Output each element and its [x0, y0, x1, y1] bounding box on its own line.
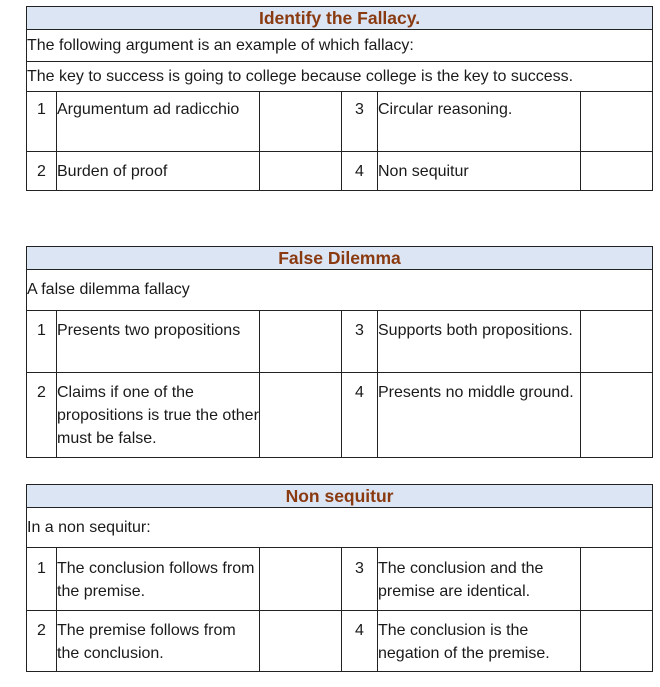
option-number: 4	[342, 152, 378, 191]
answer-cell[interactable]	[581, 92, 653, 152]
question-title: Identify the Fallacy.	[27, 7, 653, 30]
answer-cell[interactable]	[581, 373, 653, 458]
option-number: 1	[27, 92, 57, 152]
question-title: False Dilemma	[27, 247, 653, 270]
option-text: The conclusion follows from the premise.	[57, 548, 260, 611]
answer-cell[interactable]	[260, 373, 342, 458]
question-prompt: In a non sequitur:	[27, 508, 653, 548]
option-number: 2	[27, 152, 57, 191]
option-text: Supports both propositions.	[378, 311, 581, 373]
question-card-non-sequitur	[26, 484, 653, 672]
question-title: Non sequitur	[27, 485, 653, 508]
question-argument: The key to success is going to college because college is the key to success.	[27, 62, 653, 92]
question-prompt: A false dilemma fallacy	[27, 270, 653, 311]
question-card-identify-fallacy	[26, 6, 653, 191]
answer-cell[interactable]	[581, 611, 653, 672]
option-text: Claims if one of the propositions is true the other must be false.	[57, 373, 260, 458]
option-text: Presents two propositions	[57, 311, 260, 373]
question-prompt: The following argument is an example of which fallacy:	[27, 30, 653, 62]
option-number: 3	[342, 92, 378, 152]
option-text: The premise follows from the conclusion.	[57, 611, 260, 672]
answer-cell[interactable]	[260, 152, 342, 191]
answer-cell[interactable]	[260, 311, 342, 373]
option-number: 1	[27, 548, 57, 611]
option-text: Presents no middle ground.	[378, 373, 581, 458]
option-text: The conclusion and the premise are identical.	[378, 548, 581, 611]
option-number: 1	[27, 311, 57, 373]
option-number: 4	[342, 611, 378, 672]
option-text: Burden of proof	[57, 152, 260, 191]
option-text: Argumentum ad radicchio	[57, 92, 260, 152]
option-number: 4	[342, 373, 378, 458]
option-text: Circular reasoning.	[378, 92, 581, 152]
option-text: Non sequitur	[378, 152, 581, 191]
option-number: 2	[27, 611, 57, 672]
answer-cell[interactable]	[260, 92, 342, 152]
answer-cell[interactable]	[581, 548, 653, 611]
option-number: 2	[27, 373, 57, 458]
question-card-false-dilemma	[26, 246, 653, 458]
answer-cell[interactable]	[581, 311, 653, 373]
answer-cell[interactable]	[581, 152, 653, 191]
option-number: 3	[342, 548, 378, 611]
answer-cell[interactable]	[260, 548, 342, 611]
option-number: 3	[342, 311, 378, 373]
answer-cell[interactable]	[260, 611, 342, 672]
option-text: The conclusion is the negation of the premise.	[378, 611, 581, 672]
